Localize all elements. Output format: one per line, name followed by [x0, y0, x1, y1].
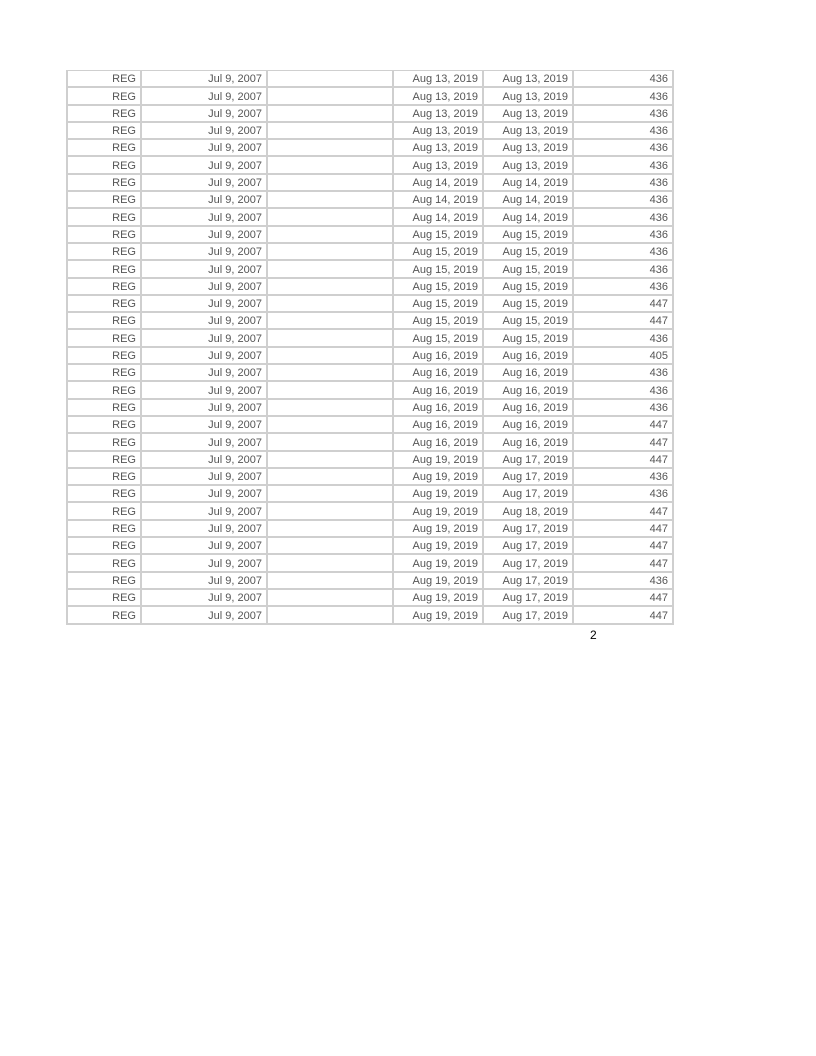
empty-cell — [267, 156, 393, 173]
number-cell: 436 — [573, 208, 673, 225]
date-cell: Aug 13, 2019 — [393, 122, 483, 139]
number-cell: 447 — [573, 295, 673, 312]
type-cell: REG — [67, 191, 141, 208]
number-cell: 436 — [573, 122, 673, 139]
date-cell-secondary: Aug 14, 2019 — [483, 191, 573, 208]
date-cell: Aug 13, 2019 — [393, 87, 483, 104]
date-cell: Aug 19, 2019 — [393, 589, 483, 606]
empty-cell — [267, 329, 393, 346]
empty-cell — [267, 381, 393, 398]
type-cell: REG — [67, 71, 141, 88]
empty-cell — [267, 87, 393, 104]
start-date-cell: Jul 9, 2007 — [141, 554, 267, 571]
empty-cell — [267, 451, 393, 468]
type-cell: REG — [67, 329, 141, 346]
start-date-cell: Jul 9, 2007 — [141, 105, 267, 122]
empty-cell — [267, 520, 393, 537]
table-row — [67, 381, 673, 398]
start-date-cell: Jul 9, 2007 — [141, 520, 267, 537]
date-cell-secondary: Aug 17, 2019 — [483, 468, 573, 485]
empty-cell — [267, 502, 393, 519]
type-cell: REG — [67, 260, 141, 277]
type-cell: REG — [67, 399, 141, 416]
date-cell: Aug 15, 2019 — [393, 243, 483, 260]
type-cell: REG — [67, 606, 141, 623]
type-cell: REG — [67, 174, 141, 191]
empty-cell — [267, 295, 393, 312]
empty-cell — [267, 243, 393, 260]
empty-cell — [267, 416, 393, 433]
empty-cell — [267, 208, 393, 225]
empty-cell — [267, 105, 393, 122]
table-row — [67, 606, 673, 623]
empty-cell — [267, 589, 393, 606]
type-cell: REG — [67, 364, 141, 381]
date-cell: Aug 19, 2019 — [393, 468, 483, 485]
empty-cell — [267, 174, 393, 191]
type-cell: REG — [67, 312, 141, 329]
date-cell: Aug 19, 2019 — [393, 554, 483, 571]
date-cell-secondary: Aug 15, 2019 — [483, 260, 573, 277]
date-cell: Aug 15, 2019 — [393, 226, 483, 243]
table-row — [67, 174, 673, 191]
date-cell-secondary: Aug 14, 2019 — [483, 174, 573, 191]
empty-cell — [267, 433, 393, 450]
start-date-cell: Jul 9, 2007 — [141, 364, 267, 381]
date-cell-secondary: Aug 17, 2019 — [483, 520, 573, 537]
start-date-cell: Jul 9, 2007 — [141, 485, 267, 502]
table-row — [67, 468, 673, 485]
date-cell: Aug 19, 2019 — [393, 451, 483, 468]
table-row — [67, 105, 673, 122]
type-cell: REG — [67, 520, 141, 537]
date-cell-secondary: Aug 16, 2019 — [483, 381, 573, 398]
date-cell-secondary: Aug 13, 2019 — [483, 105, 573, 122]
start-date-cell: Jul 9, 2007 — [141, 537, 267, 554]
start-date-cell: Jul 9, 2007 — [141, 451, 267, 468]
start-date-cell: Jul 9, 2007 — [141, 139, 267, 156]
table-body — [67, 71, 673, 624]
table-row — [67, 537, 673, 554]
date-cell-secondary: Aug 15, 2019 — [483, 329, 573, 346]
table-row — [67, 139, 673, 156]
table-row — [67, 399, 673, 416]
type-cell: REG — [67, 502, 141, 519]
start-date-cell: Jul 9, 2007 — [141, 226, 267, 243]
empty-cell — [267, 364, 393, 381]
date-cell-secondary: Aug 17, 2019 — [483, 554, 573, 571]
empty-cell — [267, 485, 393, 502]
date-cell: Aug 19, 2019 — [393, 606, 483, 623]
type-cell: REG — [67, 572, 141, 589]
empty-cell — [267, 278, 393, 295]
number-cell: 436 — [573, 468, 673, 485]
type-cell: REG — [67, 122, 141, 139]
date-cell: Aug 19, 2019 — [393, 502, 483, 519]
date-cell: Aug 16, 2019 — [393, 433, 483, 450]
number-cell: 447 — [573, 416, 673, 433]
number-cell: 436 — [573, 87, 673, 104]
date-cell: Aug 14, 2019 — [393, 191, 483, 208]
type-cell: REG — [67, 295, 141, 312]
number-cell: 447 — [573, 312, 673, 329]
number-cell: 405 — [573, 347, 673, 364]
empty-cell — [267, 468, 393, 485]
date-cell: Aug 16, 2019 — [393, 416, 483, 433]
start-date-cell: Jul 9, 2007 — [141, 295, 267, 312]
date-cell: Aug 16, 2019 — [393, 399, 483, 416]
date-cell-secondary: Aug 13, 2019 — [483, 156, 573, 173]
number-cell: 436 — [573, 278, 673, 295]
date-cell-secondary: Aug 16, 2019 — [483, 399, 573, 416]
number-cell: 447 — [573, 520, 673, 537]
start-date-cell: Jul 9, 2007 — [141, 502, 267, 519]
empty-cell — [267, 139, 393, 156]
number-cell: 447 — [573, 537, 673, 554]
empty-cell — [267, 226, 393, 243]
empty-cell — [267, 554, 393, 571]
spreadsheet-page — [66, 70, 672, 642]
date-cell: Aug 14, 2019 — [393, 208, 483, 225]
number-cell: 436 — [573, 174, 673, 191]
number-cell: 447 — [573, 433, 673, 450]
date-cell-secondary: Aug 16, 2019 — [483, 433, 573, 450]
date-cell: Aug 16, 2019 — [393, 347, 483, 364]
date-cell: Aug 13, 2019 — [393, 71, 483, 88]
start-date-cell: Jul 9, 2007 — [141, 572, 267, 589]
number-cell: 436 — [573, 139, 673, 156]
date-cell: Aug 15, 2019 — [393, 278, 483, 295]
date-cell-secondary: Aug 16, 2019 — [483, 347, 573, 364]
start-date-cell: Jul 9, 2007 — [141, 329, 267, 346]
start-date-cell: Jul 9, 2007 — [141, 433, 267, 450]
date-cell: Aug 15, 2019 — [393, 260, 483, 277]
table-row — [67, 71, 673, 88]
start-date-cell: Jul 9, 2007 — [141, 260, 267, 277]
date-cell: Aug 15, 2019 — [393, 295, 483, 312]
table-row — [67, 156, 673, 173]
number-cell: 436 — [573, 226, 673, 243]
start-date-cell: Jul 9, 2007 — [141, 243, 267, 260]
empty-cell — [267, 606, 393, 623]
date-cell: Aug 15, 2019 — [393, 329, 483, 346]
empty-cell — [267, 191, 393, 208]
number-cell: 436 — [573, 364, 673, 381]
table-row — [67, 208, 673, 225]
number-cell: 436 — [573, 485, 673, 502]
table-row — [67, 433, 673, 450]
number-cell: 436 — [573, 191, 673, 208]
date-cell: Aug 19, 2019 — [393, 485, 483, 502]
start-date-cell: Jul 9, 2007 — [141, 589, 267, 606]
empty-cell — [267, 399, 393, 416]
number-cell: 436 — [573, 399, 673, 416]
date-cell-secondary: Aug 13, 2019 — [483, 71, 573, 88]
start-date-cell: Jul 9, 2007 — [141, 174, 267, 191]
date-cell-secondary: Aug 17, 2019 — [483, 485, 573, 502]
type-cell: REG — [67, 468, 141, 485]
table-row — [67, 329, 673, 346]
table-row — [67, 278, 673, 295]
date-cell-secondary: Aug 18, 2019 — [483, 502, 573, 519]
start-date-cell: Jul 9, 2007 — [141, 278, 267, 295]
type-cell: REG — [67, 485, 141, 502]
date-cell-secondary: Aug 13, 2019 — [483, 122, 573, 139]
type-cell: REG — [67, 87, 141, 104]
date-cell: Aug 16, 2019 — [393, 381, 483, 398]
type-cell: REG — [67, 347, 141, 364]
empty-cell — [267, 537, 393, 554]
start-date-cell: Jul 9, 2007 — [141, 606, 267, 623]
number-cell: 447 — [573, 606, 673, 623]
table-row — [67, 122, 673, 139]
table-row — [67, 260, 673, 277]
date-cell: Aug 13, 2019 — [393, 156, 483, 173]
number-cell: 436 — [573, 329, 673, 346]
page-number: 2 — [590, 628, 597, 642]
data-table — [66, 70, 674, 625]
start-date-cell: Jul 9, 2007 — [141, 71, 267, 88]
date-cell: Aug 19, 2019 — [393, 537, 483, 554]
number-cell: 447 — [573, 451, 673, 468]
start-date-cell: Jul 9, 2007 — [141, 468, 267, 485]
table-row — [67, 87, 673, 104]
date-cell: Aug 13, 2019 — [393, 105, 483, 122]
type-cell: REG — [67, 278, 141, 295]
empty-cell — [267, 312, 393, 329]
table-row — [67, 191, 673, 208]
date-cell-secondary: Aug 17, 2019 — [483, 606, 573, 623]
start-date-cell: Jul 9, 2007 — [141, 416, 267, 433]
start-date-cell: Jul 9, 2007 — [141, 399, 267, 416]
table-row — [67, 572, 673, 589]
date-cell-secondary: Aug 13, 2019 — [483, 139, 573, 156]
start-date-cell: Jul 9, 2007 — [141, 87, 267, 104]
date-cell: Aug 13, 2019 — [393, 139, 483, 156]
number-cell: 447 — [573, 554, 673, 571]
date-cell-secondary: Aug 15, 2019 — [483, 226, 573, 243]
date-cell: Aug 19, 2019 — [393, 572, 483, 589]
type-cell: REG — [67, 416, 141, 433]
date-cell: Aug 15, 2019 — [393, 312, 483, 329]
type-cell: REG — [67, 589, 141, 606]
type-cell: REG — [67, 451, 141, 468]
type-cell: REG — [67, 433, 141, 450]
date-cell-secondary: Aug 15, 2019 — [483, 312, 573, 329]
date-cell-secondary: Aug 15, 2019 — [483, 278, 573, 295]
number-cell: 436 — [573, 243, 673, 260]
table-row — [67, 347, 673, 364]
number-cell: 447 — [573, 589, 673, 606]
start-date-cell: Jul 9, 2007 — [141, 156, 267, 173]
empty-cell — [267, 572, 393, 589]
date-cell-secondary: Aug 16, 2019 — [483, 416, 573, 433]
type-cell: REG — [67, 243, 141, 260]
table-row — [67, 554, 673, 571]
table-row — [67, 589, 673, 606]
start-date-cell: Jul 9, 2007 — [141, 122, 267, 139]
table-row — [67, 416, 673, 433]
empty-cell — [267, 260, 393, 277]
empty-cell — [267, 71, 393, 88]
table-row — [67, 243, 673, 260]
number-cell: 447 — [573, 502, 673, 519]
table-row — [67, 226, 673, 243]
table-row — [67, 502, 673, 519]
date-cell: Aug 19, 2019 — [393, 520, 483, 537]
date-cell-secondary: Aug 17, 2019 — [483, 451, 573, 468]
start-date-cell: Jul 9, 2007 — [141, 312, 267, 329]
table-row — [67, 485, 673, 502]
number-cell: 436 — [573, 156, 673, 173]
type-cell: REG — [67, 156, 141, 173]
start-date-cell: Jul 9, 2007 — [141, 191, 267, 208]
date-cell-secondary: Aug 15, 2019 — [483, 243, 573, 260]
type-cell: REG — [67, 537, 141, 554]
start-date-cell: Jul 9, 2007 — [141, 347, 267, 364]
type-cell: REG — [67, 554, 141, 571]
number-cell: 436 — [573, 260, 673, 277]
date-cell-secondary: Aug 17, 2019 — [483, 589, 573, 606]
empty-cell — [267, 347, 393, 364]
start-date-cell: Jul 9, 2007 — [141, 381, 267, 398]
number-cell: 436 — [573, 572, 673, 589]
table-row — [67, 364, 673, 381]
date-cell-secondary: Aug 17, 2019 — [483, 572, 573, 589]
type-cell: REG — [67, 105, 141, 122]
type-cell: REG — [67, 381, 141, 398]
empty-cell — [267, 122, 393, 139]
type-cell: REG — [67, 226, 141, 243]
type-cell: REG — [67, 208, 141, 225]
table-row — [67, 295, 673, 312]
date-cell-secondary: Aug 15, 2019 — [483, 295, 573, 312]
date-cell-secondary: Aug 16, 2019 — [483, 364, 573, 381]
type-cell: REG — [67, 139, 141, 156]
date-cell: Aug 16, 2019 — [393, 364, 483, 381]
date-cell-secondary: Aug 14, 2019 — [483, 208, 573, 225]
table-row — [67, 451, 673, 468]
date-cell-secondary: Aug 13, 2019 — [483, 87, 573, 104]
number-cell: 436 — [573, 105, 673, 122]
date-cell: Aug 14, 2019 — [393, 174, 483, 191]
table-row — [67, 520, 673, 537]
date-cell-secondary: Aug 17, 2019 — [483, 537, 573, 554]
number-cell: 436 — [573, 71, 673, 88]
number-cell: 436 — [573, 381, 673, 398]
start-date-cell: Jul 9, 2007 — [141, 208, 267, 225]
table-row — [67, 312, 673, 329]
